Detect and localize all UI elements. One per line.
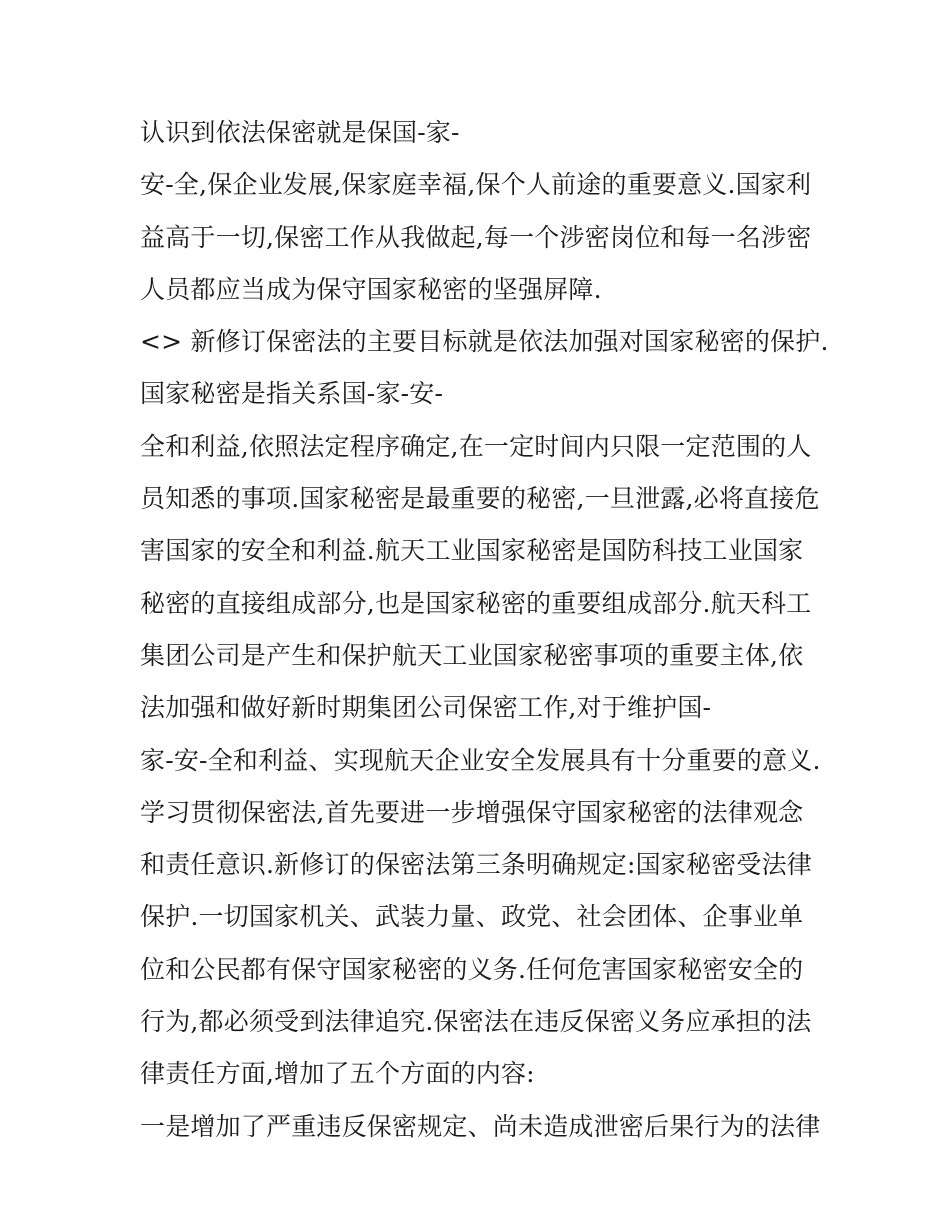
text-line: 和责任意识.新修订的保密法第三条明确规定:国家秘密受法律: [140, 850, 812, 880]
text-line: 学习贯彻保密法,首先要进一步增强保守国家秘密的法律观念: [140, 797, 804, 827]
text-line: 员知悉的事项.国家秘密是最重要的秘密,一旦泄露,必将直接危: [140, 484, 820, 514]
text-line: 家-安-全和利益、实现航天企业安全发展具有十分重要的意义.: [140, 745, 821, 775]
text-line: 全和利益,依照法定程序确定,在一定时间内只限一定范围的人: [140, 431, 812, 461]
text-line: 害国家的安全和利益.航天工业国家秘密是国防科技工业国家: [140, 536, 804, 566]
text-line: 秘密的直接组成部分,也是国家秘密的重要组成部分.航天科工: [140, 588, 812, 618]
body-text: [140, 107, 840, 1153]
text-line: 法加强和做好新时期集团公司保密工作,对于维护国-: [140, 693, 712, 723]
text-line: 认识到依法保密就是保国-家-: [140, 118, 460, 147]
text-line: 益高于一切,保密工作从我做起,每一个涉密岗位和每一名涉密: [140, 222, 812, 252]
text-line: 国家秘密是指关系国-家-安-: [140, 379, 444, 409]
text-line: 行为,都必须受到法律追究.保密法在违反保密义务应承担的法: [140, 1007, 812, 1037]
text-line: 集团公司是产生和保护航天工业国家秘密事项的重要主体,依: [140, 640, 804, 670]
text-line: 律责任方面,增加了五个方面的内容:: [140, 1059, 535, 1089]
text-line: 保护.一切国家机关、武装力量、政党、社会团体、企事业单: [140, 902, 804, 932]
text-line: 一是增加了严重违反保密规定、尚未造成泄密后果行为的法律: [140, 1111, 821, 1141]
text-line: 人员都应当成为保守国家秘密的坚强屏障.: [140, 274, 602, 304]
text-line: <> 新修订保密法的主要目标就是依法加强对国家秘密的保护.: [140, 327, 829, 357]
text-line: 位和公民都有保守国家秘密的义务.任何危害国家秘密安全的: [140, 954, 804, 984]
text-line: 安-全,保企业发展,保家庭幸福,保个人前途的重要意义.国家利: [140, 170, 812, 200]
